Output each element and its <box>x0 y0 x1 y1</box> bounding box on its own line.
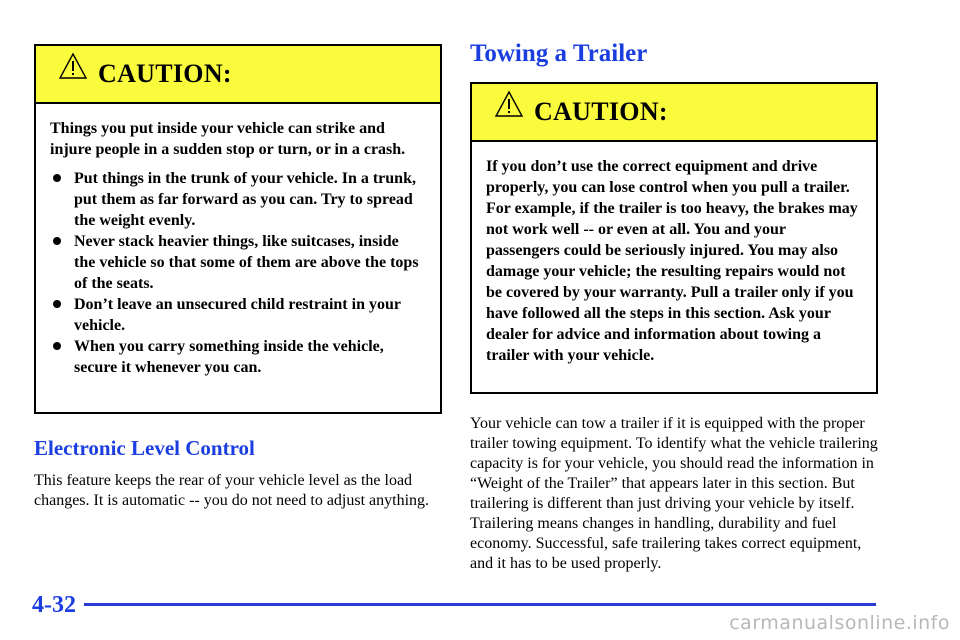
towing-body-text: Your vehicle can tow a trailer if it is equipped with the proper trailer towing equipment. To identify what the vehicle trailering capacity is for your vehicle, you should read the information in “Weight of the Trailer” that appears later in this section. But trailering is different than just driving your vehicle by itself. Trailering means changes in handling, durability and fuel economy. Successful, safe trailering takes correct equipment, and it has to be used properly. <box>470 415 878 572</box>
bullet-icon <box>53 300 61 308</box>
footer-divider <box>84 603 876 606</box>
caution-intro: Things you put inside your vehicle can strike and injure people in a sudden stop or turn, or in a crash. <box>50 120 406 158</box>
bullet-icon <box>53 342 61 350</box>
list-item: Never stack heavier things, like suitcases, inside the vehicle so that some of them are above the tops of the seats. <box>50 231 424 294</box>
list-item: When you carry something inside the vehicle, secure it whenever you can. <box>50 336 424 378</box>
section-title-towing-a-trailer: Towing a Trailer <box>470 40 648 67</box>
warning-triangle-icon <box>494 90 524 118</box>
right-column <box>470 40 878 574</box>
bullet-icon <box>53 174 61 182</box>
warning-triangle-icon <box>58 52 88 80</box>
caution-header <box>36 46 440 104</box>
caution-text: If you don’t use the correct equipment and drive properly, you can lose control when you pull a trailer. For example, if the trailer is too heavy, the brakes may not work well -- or even at all. You and your passengers could be seriously injured. You may also damage your vehicle; the resulting repairs would not be covered by your warranty. Pull a trailer only if you have followed all the steps in this section. Ask your dealer for advice and information about towing a trailer with your vehicle. <box>486 158 858 364</box>
page-number: 4-32 <box>32 592 76 618</box>
caution-body <box>472 142 876 380</box>
caution-title: CAUTION: <box>98 59 232 88</box>
caution-header <box>472 84 876 142</box>
list-item: Don’t leave an unsecured child restraint in your vehicle. <box>50 294 424 336</box>
caution-body <box>36 104 440 392</box>
section-text-electronic-level-control: This feature keeps the rear of your vehicle level as the load changes. It is automatic -- you do not need to adjust anything. <box>34 472 430 509</box>
caution-bullet-list <box>50 168 424 378</box>
caution-box-towing <box>470 82 878 394</box>
left-column <box>34 44 442 511</box>
caution-title: CAUTION: <box>534 97 668 126</box>
caution-box-cargo <box>34 44 442 414</box>
watermark: carmanualsonline.info <box>729 612 950 634</box>
section-title-electronic-level-control: Electronic Level Control <box>34 436 255 460</box>
list-item: Put things in the trunk of your vehicle. In a trunk, put them as far forward as you can. Try to spread the weight evenly. <box>50 168 424 231</box>
bullet-icon <box>53 237 61 245</box>
